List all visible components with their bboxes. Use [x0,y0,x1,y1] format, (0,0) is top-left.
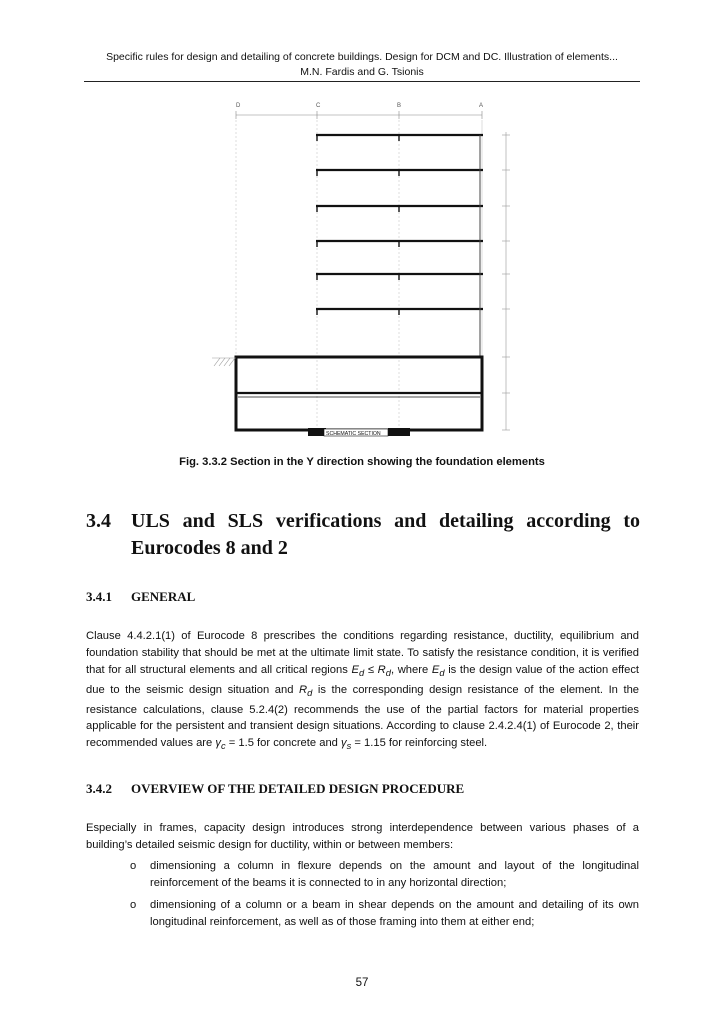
header-authors: M.N. Fardis and G. Tsionis [300,66,424,78]
subsection-number: 3.4.1 [86,589,112,604]
figure-caption: Fig. 3.3.2 Section in the Y direction showing the foundation elements [179,456,545,468]
axis-label-d: D [236,103,241,109]
figure-section-drawing [200,96,520,441]
list-item-text: dimensioning of a column or a beam in shear depends on the amount and detailing of its own longitudinal reinforcement, as well as of those framing into them at either end; [150,899,639,928]
footing-c [308,428,326,436]
axis-label-a: A [479,103,484,109]
header-title: Specific rules for design and detailing of concrete buildings. Design for DCM and DC. Illustration of elements... [106,51,618,63]
paragraph-general: Clause 4.4.2.1(1) of Eurocode 8 prescribes the conditions regarding resistance, ductility, equilibrium and foundation stability that should be met at the ultimate limit state. To satisfy the resistance condition, it is verified that for all structural elements and all critical regions $E_d \le R_d$, where $E_d$ is the design value of the action effect due to the seismic design situation and $R_d$ is the corresponding design resistance of the element. In the resistance calculations, clause 5.2.4(2) recommends the use of the partial factors for material properties applicable for the persistent and transient design situations. According to clause 2.4.2.4(1) of Eurocode 2, their recommended values are $\gamma_c = 1.5$ for concrete and $\gamma_s = 1.15$ for reinforcing steel. [86,630,640,752]
bullet-mark: o [130,860,137,872]
bullet-mark: o [130,899,137,911]
section-title-line2: Eurocodes 8 and 2 [131,537,288,559]
subsection-heading-general [86,589,195,605]
subsection-number: 3.4.2 [86,781,112,796]
column-stubs [317,135,399,315]
level-dimension-line [502,132,510,430]
running-header [84,50,640,80]
section-title-line1: ULS and SLS verifications and detailing according to [131,510,640,532]
section-number: 3.4 [86,510,111,532]
page-number: 57 [355,977,369,989]
ground-hatch [212,358,236,366]
footing-b [388,428,410,436]
upper-floor-slabs [316,135,483,309]
subsection-heading-overview [86,781,464,797]
section-drawing-svg [200,96,520,441]
subsection-title: GENERAL [131,589,196,604]
list-item-text: dimensioning a column in flexure depends on the amount and layout of the longitudinal reinforcement of the beams it is connected to in any horizontal direction; [150,860,639,889]
subsection-title: OVERVIEW OF THE DETAILED DESIGN PROCEDURE [131,781,465,796]
axis-label-c: C [316,103,321,109]
paragraph-overview: Especially in frames, capacity design introduces strong interdependence between various phases of a building’s detailed seismic design for ductility, within or between members: [86,822,639,851]
schematic-section-label: SCHEMATIC SECTION [326,431,381,437]
basement-structure [236,357,482,430]
header-rule [84,81,640,82]
axis-label-b: B [397,103,402,109]
